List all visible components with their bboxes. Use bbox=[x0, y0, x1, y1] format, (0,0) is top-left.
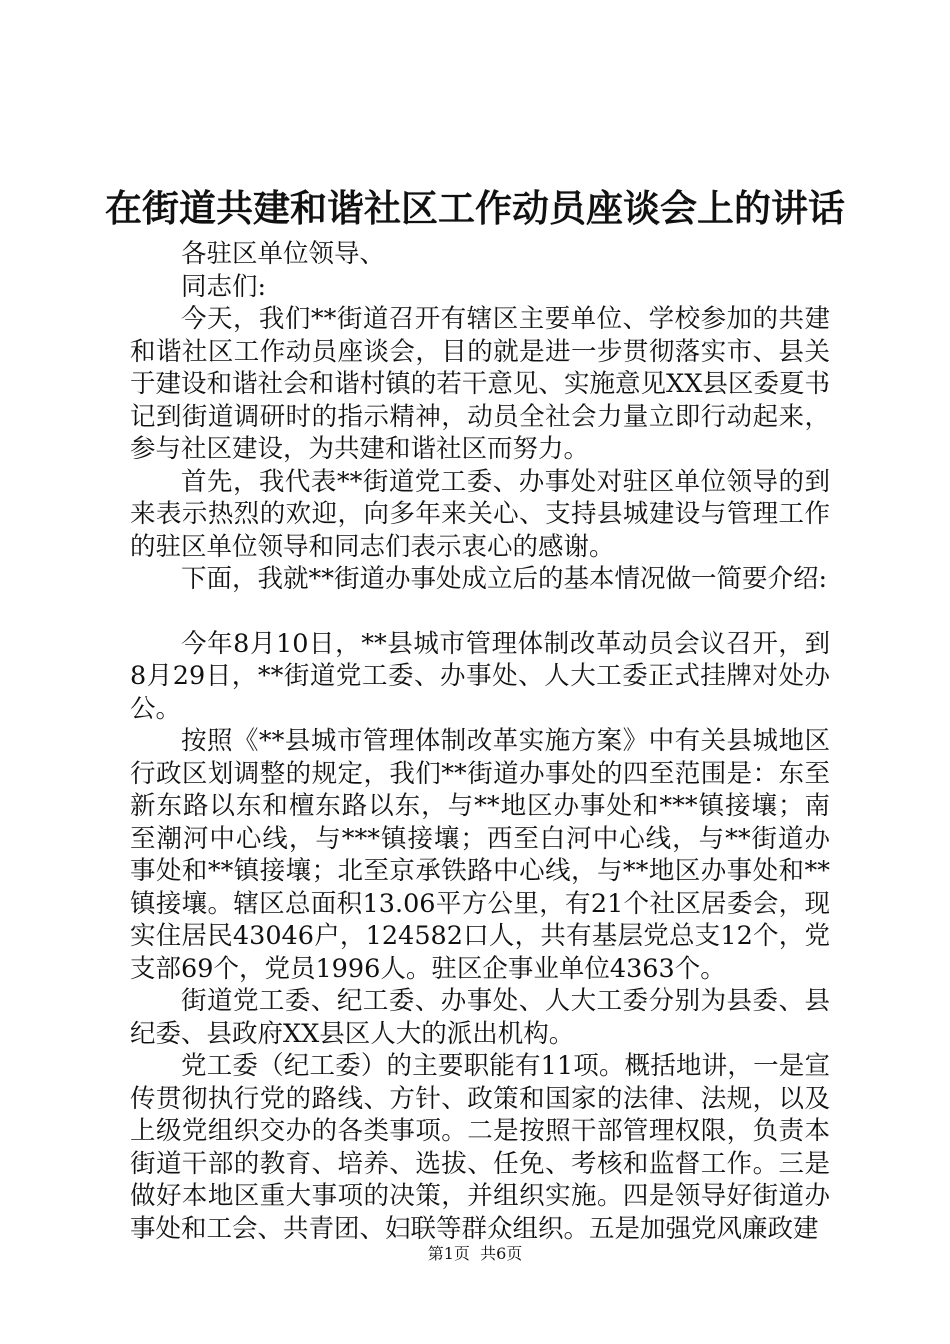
paragraph-functions: 党工委（纪工委）的主要职能有11项。概括地讲，一是宣传贯彻执行党的路线、方针、政策和国家的法律、法规，以及上级党组织交办的各类事项。二是按照干部管理权限，负责本街道干部的教育、培养、选拔、任免、考核和监督工作。三是做好本地区重大事项的决策，并组织实施。四是领导好街道办事处和工会、共青团、妇联等群众组织。五是加强党风廉政建 bbox=[130, 1051, 830, 1244]
paragraph-founding: 今年8月10日，**县城市管理体制改革动员会议召开，到8月29日，**街道党工委、办事处、人大工委正式挂牌对处办公。 bbox=[130, 628, 830, 724]
paragraph-agencies: 街道党工委、纪工委、办事处、人大工委分别为县委、县纪委、县政府XX县区人大的派出机构。 bbox=[130, 986, 830, 1049]
paragraph-welcome: 首先，我代表**街道党工委、办事处对驻区单位领导的到来表示热烈的欢迎，向多年来关心、支持县城建设与管理工作的驻区单位领导和同志们表示衷心的感谢。 bbox=[130, 466, 830, 562]
salutation-line-1: 各驻区单位领导、 bbox=[181, 239, 386, 269]
page-number-footer: 第1页 共6页 bbox=[427, 1244, 523, 1263]
document-body bbox=[130, 238, 830, 1245]
document-title: 在街道共建和谐社区工作动员座谈会上的讲话 bbox=[105, 186, 845, 230]
paragraph-boundaries: 按照《**县城市管理体制改革实施方案》中有关县城地区行政区划调整的规定，我们**街道办事处的四至范围是：东至新东路以东和檀东路以东，与**地区办事处和***镇接壤；南至潮河中心线，与***镇接壤；西至白河中心线，与**街道办事处和**镇接壤；北至京承铁路中心线，与**地区办事处和**镇接壤。辖区总面积13.06平方公里，有21个社区居委会，现实住居民43046户，124582口人，共有基层党总支12个，党支部69个，党员1996人。驻区企事业单位4363个。 bbox=[130, 726, 830, 984]
paragraph-opening: 今天，我们**街道召开有辖区主要单位、学校参加的共建和谐社区工作动员座谈会，目的就是进一步贯彻落实市、县关于建设和谐社会和谐村镇的若干意见、实施意见XX县区委夏书记到街道调研时的指示精神，动员全社会力量立即行动起来，参与社区建设，为共建和谐社区而努力。 bbox=[130, 304, 830, 464]
salutation-line-2: 同志们: bbox=[181, 271, 267, 302]
paragraph-intro: 下面，我就**街道办事处成立后的基本情况做一简要介绍: bbox=[181, 564, 828, 594]
